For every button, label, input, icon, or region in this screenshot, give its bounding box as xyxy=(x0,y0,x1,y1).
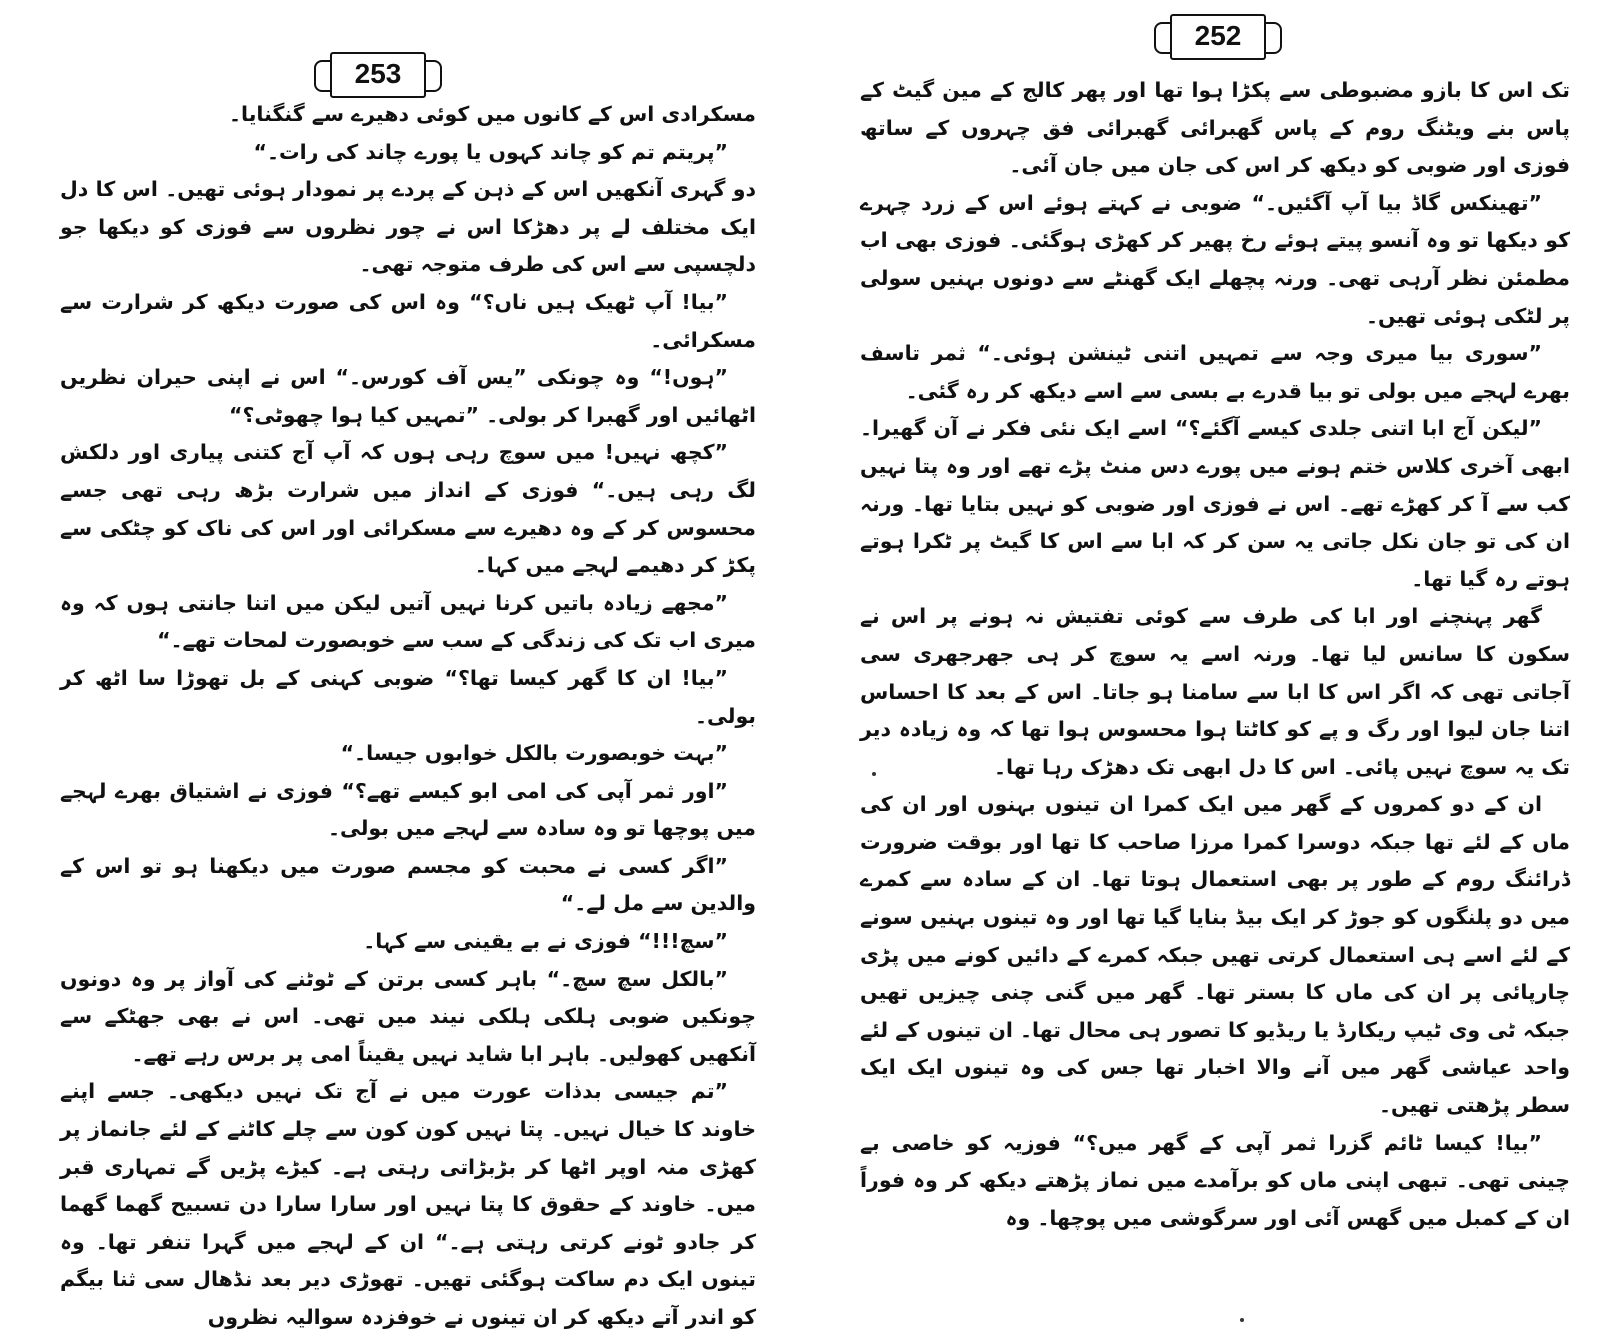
paragraph: ”بہت خوبصورت بالکل خوابوں جیسا۔“ xyxy=(340,741,728,766)
paragraph: گھر پہنچنے اور ابا کی طرف سے کوئی تفتیش نہ ہونے پر اس نے سکون کا سانس لیا تھا۔ ورنہ اسے یہ سوچ کر ہی جھرجھری سی آجاتی تھی کہ اگر اس کا ابا سے سامنا ہو جاتا۔ اس کے بعد کا احساس اتنا جان لیوا اور رگ و پے کو کاٹتا ہوا محسوس ہوا تھا کہ وہ زیادہ دیر تک یہ سوچ نہیں پائی۔ اس کا دل ابھی تک دھڑک رہا تھا۔ xyxy=(860,604,1570,779)
left-page xyxy=(0,0,780,1335)
paragraph: ان کے دو کمروں کے گھر میں ایک کمرا ان تینوں بہنوں اور ان کی ماں کے لئے تھا جبکہ دوسرا کمرا مرزا صاحب کا تھا اور بوقت ضرورت ڈرائنگ روم کے طور پر بھی استعمال ہوتا تھا۔ ان کے سادہ سے کمرے میں دو پلنگوں کو جوڑ کر ایک بیڈ بنایا گیا تھا اور وہ تینوں بہنیں سونے کے لئے اسے ہی استعمال کرتی تھیں جبکہ کمرے کے دائیں کونے میں پڑی چارپائی پر ان کی ماں کا بستر تھا۔ گھر میں گنی چنی چیزیں تھیں جبکہ ٹی وی ٹیپ ریکارڈ یا ریڈیو کا تصور ہی محال تھا۔ ان تینوں کے لئے واحد عیاشی گھر میں آنے والا اخبار تھا جس کی وہ تینوں ایک ایک سطر پڑھتی تھیں۔ xyxy=(860,792,1570,1118)
right-page xyxy=(840,0,1600,1335)
paragraph: ”بیا! آپ ٹھیک ہیں ناں؟“ وہ اس کی صورت دیکھ کر شرارت سے مسکرائی۔ xyxy=(60,289,756,352)
paragraph: ”اگر کسی نے محبت کو مجسم صورت میں دیکھنا ہو تو اس کے والدین سے مل لے۔“ xyxy=(60,853,756,916)
paragraph: تک اس کا بازو مضبوطی سے پکڑا ہوا تھا اور پھر کالج کے مین گیٹ کے پاس بنے ویٹنگ روم کے پاس گھبرائی گھبرائی فق چہروں کے ساتھ فوزی اور ضوبی کو دیکھ کر اس کی جان میں جان آئی۔ xyxy=(860,78,1570,178)
paragraph: ”ہوں!“ وہ چونکی ”یس آف کورس۔“ اس نے اپنی حیران نظریں اٹھائیں اور گھبرا کر بولی۔ ”تمہیں کیا ہوا چھوٹی؟“ xyxy=(60,365,756,427)
page-number-badge: 253 xyxy=(330,52,426,98)
paragraph: ”بالکل سچ سچ۔“ باہر کسی برتن کے ٹوٹنے کی آواز پر وہ دونوں چونکیں ضوبی ہلکی ہلکی نیند میں تھی۔ اس نے بھی جھٹکے سے آنکھیں کھولیں۔ باہر ابا شاید نہیں یقیناً امی پر برس رہے تھے۔ xyxy=(60,966,756,1066)
paragraph: ”تھینکس گاڈ بیا آپ آگئیں۔“ ضوبی نے کہتے ہوئے اس کے زرد چہرے کو دیکھا تو وہ آنسو پیتے ہوئے رخ پھیر کر کھڑی ہوگئی۔ فوزی بھی اب مطمئن نظر آرہی تھی۔ ورنہ پچھلے ایک گھنٹے سے دونوں بہنیں سولی پر لٹکی ہوئی تھیں۔ xyxy=(860,190,1570,328)
paragraph: ”بیا! ان کا گھر کیسا تھا؟“ ضوبی کہنی کے بل تھوڑا سا اٹھ کر بولی۔ xyxy=(60,665,756,728)
paragraph: مسکرادی اس کے کانوں میں کوئی دھیرے سے گنگنایا۔ xyxy=(228,102,756,126)
paragraph: ”بیا! کیسا ٹائم گزرا ثمر آپی کے گھر میں؟“ فوزیہ کو خاصی بے چینی تھی۔ تبھی اپنی ماں کو برآمدے میں نماز پڑھتے دیکھ کر وہ فوراً ان کے کمبل میں گھس آئی اور سرگوشی میں پوچھا۔ وہ xyxy=(860,1130,1570,1230)
paragraph: ”سچ!!!“ فوزی نے بے یقینی سے کہا۔ xyxy=(363,929,728,954)
scan-speck xyxy=(1240,1318,1244,1322)
page-body-text xyxy=(860,72,1570,1237)
paragraph: ”لیکن آج ابا اتنی جلدی کیسے آگئے؟“ اسے ایک نئی فکر نے آن گھیرا۔ ابھی آخری کلاس ختم ہونے میں پورے دس منٹ پڑے تھے اور وہ پتا نہیں کب سے آ کر کھڑے تھے۔ اس نے فوزی اور ضوبی کو نہیں بتایا تھا۔ ورنہ ان کی تو جان نکل جاتی یہ سن کر کہ ابا سے اس کا گیٹ پر ٹکرا ہوتے ہوتے رہ گیا تھا۔ xyxy=(860,416,1570,591)
paragraph: ”سوری بیا میری وجہ سے تمہیں اتنی ٹینشن ہوئی۔“ ثمر تاسف بھرے لہجے میں بولی تو بیا قدرے بے بسی سے اسے دیکھ کر رہ گئی۔ xyxy=(860,341,1570,403)
page-body-text xyxy=(60,96,756,1337)
paragraph: ”اور ثمر آپی کی امی ابو کیسے تھے؟“ فوزی نے اشتیاق بھرے لہجے میں پوچھا تو وہ سادہ سے لہجے میں بولی۔ xyxy=(60,778,756,841)
paragraph: ”پریتم تم کو چاند کہوں یا پورے چاند کی رات۔“ xyxy=(253,139,728,164)
paragraph: دو گہری آنکھیں اس کے ذہن کے پردے پر نمودار ہوئی تھیں۔ اس کا دل ایک مختلف لے پر دھڑکا اس نے چور نظروں سے فوزی کو دیکھا جو دلچسپی سے اس کی طرف متوجہ تھی۔ xyxy=(60,177,756,277)
paragraph: ”مجھے زیادہ باتیں کرنا نہیں آتیں لیکن میں اتنا جانتی ہوں کہ وہ میری اب تک کی زندگی کے سب سے خوبصورت لمحات تھے۔“ xyxy=(60,590,756,653)
paragraph: ”کچھ نہیں! میں سوچ رہی ہوں کہ آپ آج کتنی پیاری اور دلکش لگ رہی ہیں۔“ فوزی کے انداز میں شرارت بڑھ رہی تھی جسے محسوس کر کے وہ دھیرے سے مسکرائی اور اس کی ناک کو چٹکی سے پکڑ کر دھیمے لہجے میں کہا۔ xyxy=(60,440,756,578)
paragraph: ”تم جیسی بدذات عورت میں نے آج تک نہیں دیکھی۔ جسے اپنے خاوند کا خیال نہیں۔ پتا نہیں کون کون سے چلے کاٹنے کے لئے جانماز پر کھڑی منہ اوپر اٹھا کر بڑبڑاتی رہتی ہے۔ کیڑے پڑیں گے تمہاری قبر میں۔ خاوند کے حقوق کا پتا نہیں اور سارا سارا دن تسبیح گھما گھما کر جادو ٹونے کرتی رہتی ہے۔“ ان کے لہجے میں گہرا تنفر تھا۔ وہ تینوں ایک دم ساکت ہوگئی تھیں۔ تھوڑی دیر بعد نڈھال سی ثنا بیگم کو اندر آتے دیکھ کر ان تینوں نے خوفزدہ سوالیہ نظروں xyxy=(60,1079,756,1329)
page-number-badge: 252 xyxy=(1170,14,1266,60)
scan-speck xyxy=(872,772,876,776)
